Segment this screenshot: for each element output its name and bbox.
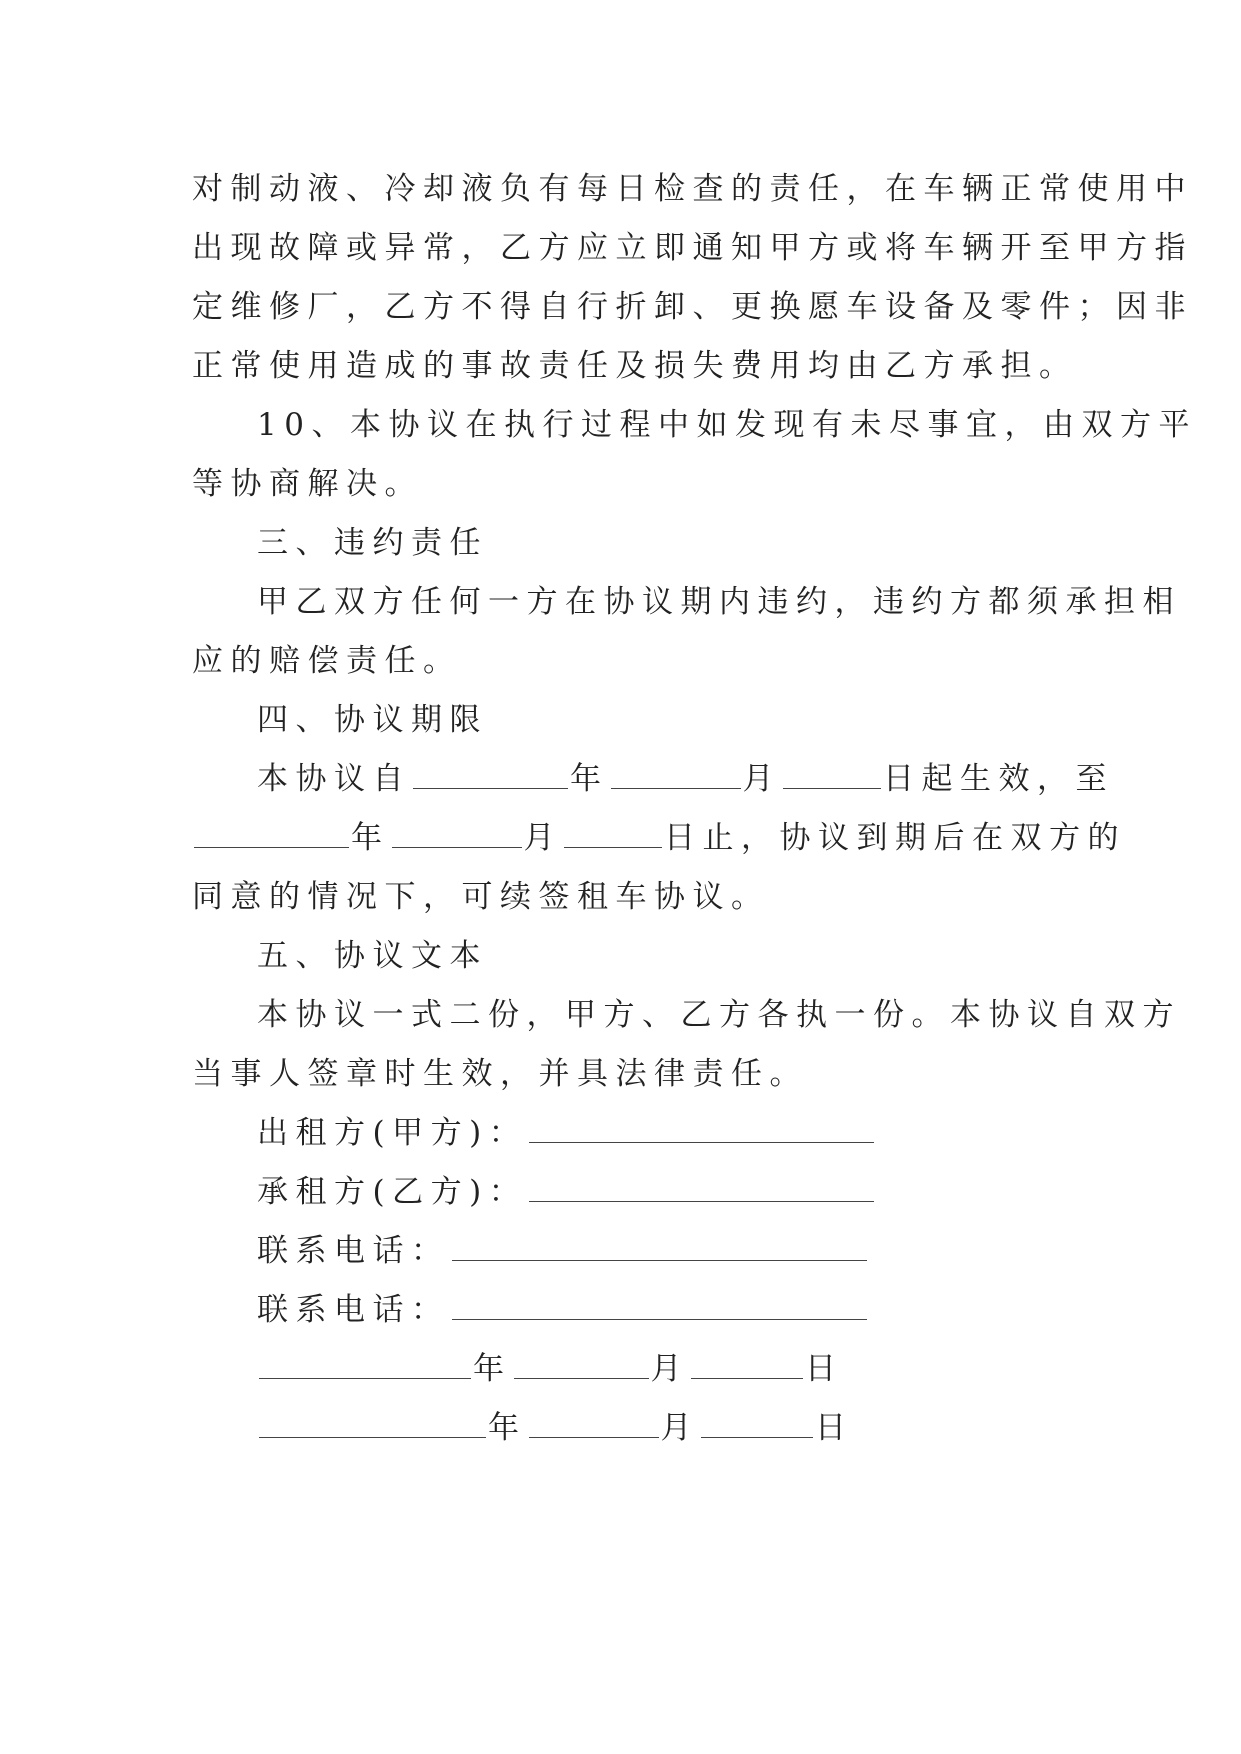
clause-10-line-1: 10、本协议在执行过程中如发现有未尽事宜，由双方平: [257, 407, 1197, 443]
term-end-year-blank[interactable]: [194, 811, 349, 848]
phone-blank-1[interactable]: [452, 1224, 867, 1261]
clause-9-line-3: 定维修厂，乙方不得自行折卸、更换愿车设备及零件；因非: [192, 289, 1193, 325]
phone-label-1: 联系电话：: [257, 1233, 450, 1269]
phone-label-2: 联系电话：: [257, 1292, 450, 1328]
section-heading-breach: 三、违约责任: [257, 525, 488, 561]
lessor-signature-row: [192, 1104, 1054, 1163]
clause-9-line-4: 正常使用造成的事故责任及损失费用均由乙方承担。: [192, 348, 1078, 384]
lessee-signature-blank[interactable]: [529, 1165, 874, 1202]
date1-day-label: 日: [805, 1351, 844, 1387]
date2-day-label: 日: [815, 1410, 854, 1446]
date1-year-blank[interactable]: [259, 1342, 471, 1379]
term-end-day-blank[interactable]: [564, 811, 662, 848]
breach-line-1: 甲乙双方任何一方在协议期内违约，违约方都须承担相: [257, 584, 1181, 620]
date1-day-blank[interactable]: [691, 1342, 803, 1379]
term-line-2: [192, 809, 1126, 868]
term-end-month-blank[interactable]: [392, 811, 522, 848]
date2-month-label: 月: [660, 1410, 699, 1446]
date2-year-label: 年: [488, 1410, 527, 1446]
breach-line-2: 应的赔偿责任。: [192, 643, 462, 679]
lessee-label: 承租方(乙方)：: [257, 1174, 528, 1210]
term-start-month-label: 月: [742, 761, 781, 797]
clause-9-line-2: 出现故障或异常，乙方应立即通知甲方或将车辆开至甲方指: [192, 230, 1193, 266]
term-start-year-blank[interactable]: [413, 752, 568, 789]
term-start-month-blank[interactable]: [611, 752, 741, 789]
date2-month-blank[interactable]: [529, 1401, 659, 1438]
text-line-2: 当事人签章时生效，并具法律责任。: [192, 1056, 808, 1092]
clause-9-line-1: 对制动液、冷却液负有每日检查的责任，在车辆正常使用中: [192, 171, 1193, 207]
phone-blank-2[interactable]: [452, 1283, 867, 1320]
term-line-3: 同意的情况下，可续签租车协议。: [192, 879, 770, 915]
term-end-suffix: 日止，协议到期后在双方的: [664, 820, 1126, 856]
document-page: [192, 160, 1197, 1458]
clause-10-line-2: 等协商解决。: [192, 466, 423, 502]
section-heading-term: 四、协议期限: [257, 702, 488, 738]
term-end-year-label: 年: [351, 820, 390, 856]
phone-row-1: [192, 1222, 1054, 1281]
date-row-2: [192, 1399, 1054, 1458]
date2-year-blank[interactable]: [259, 1401, 486, 1438]
term-prefix: 本协议自: [257, 761, 411, 797]
term-line-1: [192, 750, 1114, 809]
term-start-day-blank[interactable]: [783, 752, 881, 789]
term-start-year-label: 年: [570, 761, 609, 797]
term-start-day-suffix: 日起生效，至: [883, 761, 1114, 797]
date1-month-label: 月: [650, 1351, 689, 1387]
date2-day-blank[interactable]: [701, 1401, 813, 1438]
section-heading-text: 五、协议文本: [257, 938, 488, 974]
date1-month-blank[interactable]: [514, 1342, 649, 1379]
term-end-month-label: 月: [523, 820, 562, 856]
date1-year-label: 年: [473, 1351, 512, 1387]
lessor-label: 出租方(甲方)：: [257, 1115, 528, 1151]
phone-row-2: [192, 1281, 1054, 1340]
lessor-signature-blank[interactable]: [529, 1106, 874, 1143]
lessee-signature-row: [192, 1163, 1054, 1222]
text-line-1: 本协议一式二份，甲方、乙方各执一份。本协议自双方: [257, 997, 1181, 1033]
date-row-1: [192, 1340, 1054, 1399]
